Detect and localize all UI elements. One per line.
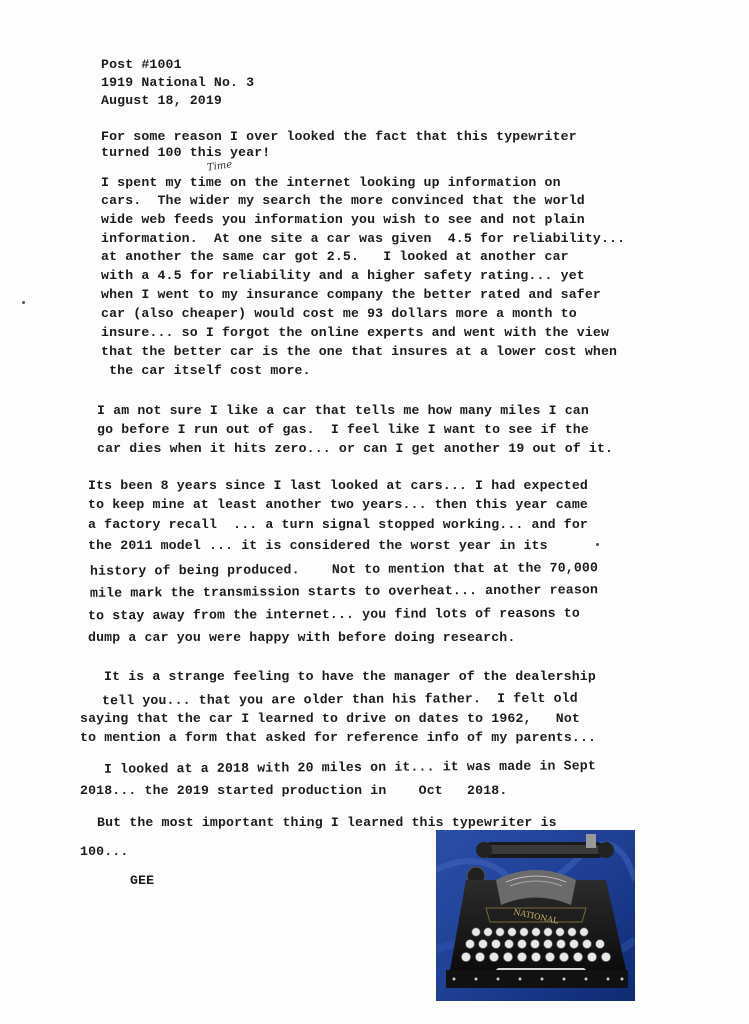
paragraph-2-line: the car itself cost more. — [101, 363, 311, 378]
handwritten-correction: Time — [206, 159, 233, 174]
paragraph-4-line: mile mark the transmission starts to overheat... another reason — [89, 582, 599, 601]
paragraph-5-line: tell you... that you are older than his father. I felt old — [101, 690, 578, 709]
paragraph-3-line: car dies when it hits zero... or can I get another 19 out of it. — [97, 441, 614, 456]
paragraph-3-line: I am not sure I like a car that tells me how many miles I can — [97, 403, 589, 418]
post-number: Post #1001 — [101, 57, 182, 72]
post-date: August 18, 2019 — [101, 93, 222, 108]
paragraph-6-line: 2018... the 2019 started production in Oct 2018. — [80, 783, 508, 798]
paragraph-2-line: insure... so I forgot the online experts and went with the view — [101, 325, 610, 340]
paragraph-4-line: to stay away from the internet... you find lots of reasons to — [87, 605, 580, 624]
paragraph-3-line: go before I run out of gas. I feel like I want to see if the — [97, 422, 589, 437]
paragraph-2-line: I spent my time on the internet looking up information on — [101, 175, 561, 190]
paragraph-2-line: car (also cheaper) would cost me 93 dollars more a month to — [101, 306, 577, 321]
paragraph-2-line: at another the same car got 2.5. I looked at another car — [101, 249, 569, 264]
paper-speck — [22, 301, 25, 304]
paragraph-5-line: saying that the car I learned to drive on dates to 1962, Not — [80, 711, 580, 726]
paragraph-2-line: information. At one site a car was given 4.5 for reliability... — [101, 231, 626, 246]
paragraph-5-line: It is a strange feeling to have the manager of the dealership — [104, 669, 596, 684]
paragraph-4-line: to keep mine at least another two years... then this year came — [88, 497, 588, 512]
paragraph-6-line: I looked at a 2018 with 20 miles on it... it was made in Sept — [103, 758, 596, 777]
typewriter-photo — [436, 830, 635, 1001]
paragraph-4-line: a factory recall ... a turn signal stopped working... and for — [88, 517, 588, 532]
paragraph-4-line: history of being produced. Not to mention that at the 70,000 — [89, 560, 599, 579]
typewriter-model: 1919 National No. 3 — [101, 75, 255, 90]
paragraph-2-line: cars. The wider my search the more convinced that the world — [101, 193, 585, 208]
paragraph-2-line: with a 4.5 for reliability and a higher safety rating... yet — [101, 268, 585, 283]
paragraph-2-line: when I went to my insurance company the better rated and safer — [101, 287, 601, 302]
typewriter-illustration — [436, 830, 635, 1001]
paragraph-4-line: the 2011 model ... it is considered the worst year in its — [88, 538, 548, 553]
paragraph-1-line: For some reason I over looked the fact that this typewriter — [101, 129, 577, 144]
paper-speck — [596, 543, 599, 546]
paragraph-4-line: dump a car you were happy with before doing research. — [88, 630, 516, 645]
signature: GEE — [130, 873, 155, 888]
paragraph-2-line: that the better car is the one that insures at a lower cost when — [101, 344, 618, 359]
brand-label: NATIONAL — [512, 907, 560, 926]
paragraph-7-line: 100... — [80, 844, 129, 859]
paragraph-4-line: Its been 8 years since I last looked at cars... I had expected — [88, 478, 588, 493]
paragraph-1-line: turned 100 this year! — [101, 145, 271, 160]
paragraph-7-line: But the most important thing I learned this typewriter is — [97, 815, 557, 830]
paragraph-5-line: to mention a form that asked for reference info of my parents... — [80, 730, 597, 745]
paragraph-2-line: wide web feeds you information you wish to see and not plain — [101, 212, 585, 227]
